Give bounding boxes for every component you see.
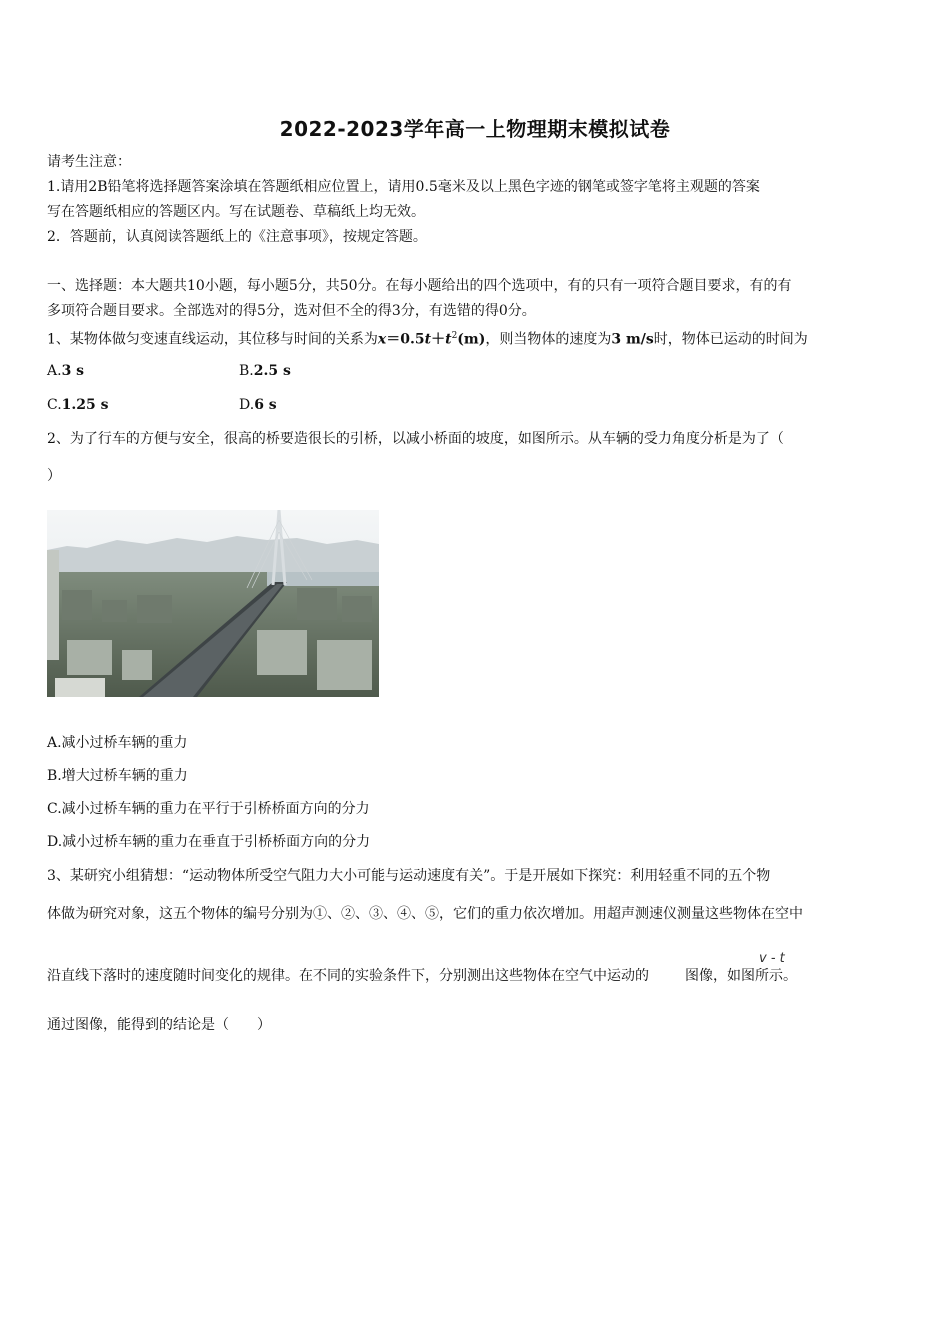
- q1-option-d[interactable]: [239, 395, 277, 415]
- vt-graph-label: v - t: [759, 951, 785, 966]
- question-2-stem-line-1: 2、为了行车的方便与安全，很高的桥要造很长的引桥，以减小桥面的坡度，如图所示。从车辆的受力角度分析是为了（: [47, 431, 784, 447]
- option-label: C.: [47, 397, 62, 413]
- option-label: D.: [239, 397, 255, 413]
- section-instructions-line-1: 一、选择题：本大题共10小题，每小题5分，共50分。在每小题给出的四个选项中，有的只有一项符合题目要求，有的有: [47, 278, 792, 294]
- notice-item-1-line-2: 写在答题纸相应的答题区内。写在试题卷、草稿纸上均无效。: [47, 204, 425, 220]
- notice-item-2: 2．答题前，认真阅读答题纸上的《注意事项》，按规定答题。: [47, 229, 427, 245]
- question-3-stem-line-4: 通过图像，能得到的结论是（ ）: [47, 1017, 271, 1033]
- question-3-stem-line-3: [47, 966, 797, 986]
- q1-suffix: 时，物体已运动的时间为: [653, 331, 808, 348]
- option-label: A.: [47, 363, 62, 379]
- q1-option-a[interactable]: [47, 361, 84, 381]
- q1-speed: 3 m/s: [611, 331, 654, 348]
- q1-formula-unit: (m): [457, 331, 486, 348]
- q2-option-c[interactable]: C.减小过桥车辆的重力在平行于引桥桥面方向的分力: [47, 801, 370, 817]
- option-value: 6 s: [254, 397, 277, 413]
- question-3-stem-line-1: 3、某研究小组猜想：“运动物体所受空气阻力大小可能与运动速度有关”。于是开展如下探究：利用轻重不同的五个物: [47, 868, 771, 884]
- q1-mid: ，则当物体的速度为: [485, 331, 612, 348]
- option-value: 1.25 s: [61, 397, 109, 413]
- option-value: 2.5 s: [253, 363, 291, 379]
- notice-heading: 请考生注意：: [47, 154, 131, 170]
- section-instructions-line-2: 多项符合题目要求。全部选对的得5分，选对但不全的得3分，有选错的得0分。: [47, 303, 536, 319]
- question-1-stem: [47, 326, 808, 350]
- q3-line3-suffix: 图像，如图所示。: [685, 968, 797, 984]
- q1-prefix: 1、某物体做匀变速直线运动，其位移与时间的关系为: [47, 331, 378, 348]
- option-value: 3 s: [61, 363, 85, 379]
- q2-option-d[interactable]: D.减小过桥车辆的重力在垂直于引桥桥面方向的分力: [47, 834, 371, 850]
- q3-line3-prefix: 沿直线下落时的速度随时间变化的规律。在不同的实验条件下，分别测出这些物体在空气中运动的: [47, 968, 649, 984]
- q1-formula-sup: 2: [451, 331, 458, 341]
- option-label: B.: [239, 363, 254, 379]
- q2-option-b[interactable]: B.增大过桥车辆的重力: [47, 768, 188, 784]
- q2-option-a[interactable]: A.减小过桥车辆的重力: [47, 735, 188, 751]
- question-3-stem-line-2: 体做为研究对象，这五个物体的编号分别为①、②、③、④、⑤，它们的重力依次增加。用超声测速仪测量这些物体在空中: [47, 906, 803, 922]
- q1-formula-x: x: [377, 331, 387, 348]
- bridge-photo: [47, 510, 379, 697]
- q1-formula-t1: t: [424, 331, 432, 348]
- page-title: 2022-2023学年高一上物理期末模拟试卷: [279, 117, 671, 141]
- q1-option-b[interactable]: [239, 361, 291, 381]
- q1-formula-eq: ＝0.5: [386, 331, 425, 348]
- q1-option-c[interactable]: [47, 395, 109, 415]
- q1-formula-t2: t: [445, 331, 452, 348]
- notice-item-1-line-1: 1.请用2B铅笔将选择题答案涂填在答题纸相应位置上，请用0.5毫米及以上黑色字迹的钢笔或签字笔将主观题的答案: [47, 179, 760, 195]
- q1-formula-plus: ＋: [431, 331, 446, 348]
- question-2-stem-line-2: ）: [47, 468, 61, 484]
